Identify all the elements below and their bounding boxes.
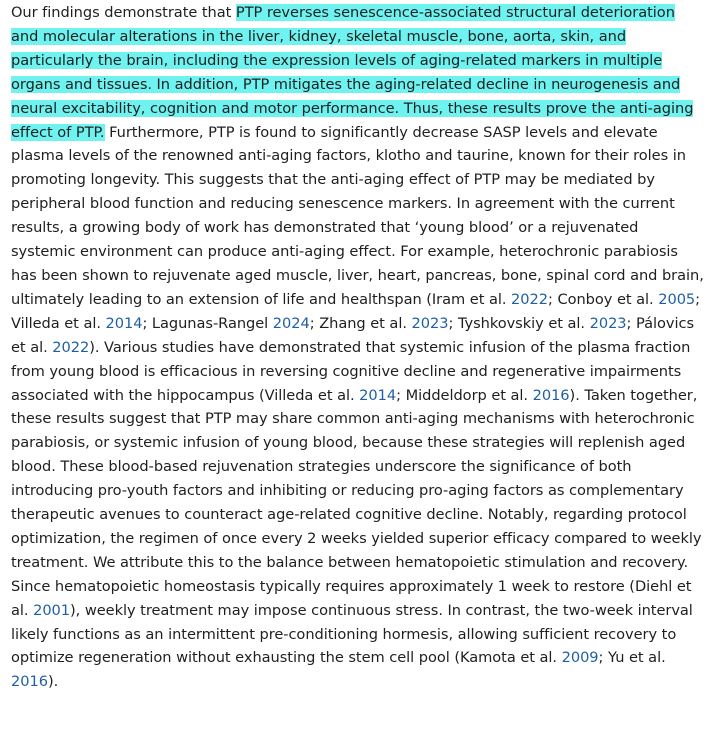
paragraph-text: ). [47,673,59,691]
paragraph-text: ), weekly treatment may impose continuous stress. In contrast, the two-week interval likely functions as an intermittent pre-conditioning hormesis, allowing sufficient recovery to optimize regeneration without exhausting the stem cell pool (Kamota et al. [11,601,693,667]
citation-link-tyshkovskiy-2023[interactable]: 2023 [589,314,627,332]
highlighted-text[interactable]: PTP reverses senescence-associated structural deterioration and molecular alterations in the liver, kidney, skeletal muscle, bone, aorta, skin, and particularly the brain, including the expression levels of aging-related markers in multiple organs and tissues. In addition, PTP mitigates the aging-related decline in neurogenesis and neural excitability, cognition and motor performance. Thus, these results prove the anti-aging effect of PTP. [11,4,694,141]
citation-link-yu-2016[interactable]: 2016 [11,673,48,691]
paragraph-text: Furthermore, PTP is found to significantly decrease SASP levels and elevate plasma levels of the renowned anti-aging factors, klotho and taurine, known for their roles in promoting longevity. This suggests that the anti-aging effect of PTP may be mediated by peripheral blood function and reducing senescence markers. In agreement with the current results, a growing body of work has demonstrated that ‘young blood’ or a rejuvenated systemic environment can produce anti-aging effect. For example, heterochronic parabiosis has been shown to rejuvenate aged muscle, liver, heart, pancreas, bone, spinal cord and brain, ultimately leading to an extension of life and healthspan (Iram et al. [11,123,704,308]
paragraph-text: ; Lagunas-Rangel [142,314,273,332]
paragraph-text: ; Zhang et al. [309,314,412,332]
citation-link-diehl-2001[interactable]: 2001 [33,601,71,619]
paragraph-text: Our findings demonstrate that [11,4,236,21]
paragraph-text: ). Taken together, these results suggest that PTP may share common anti-aging mechanisms with heterochronic parabiosis, or systemic infusion of young blood, because these strategies will replenish aged blood. These blood-based rejuvenation strategies underscore the significance of both introducing pro-youth factors and inhibiting or reducing pro-aging factors as complementary therapeutic avenues to counteract age-related cognitive decline. Notably, regarding protocol optimization, the regimen of once every 2 weeks yielded superior efficacy compared to weekly treatment. We attribute this to the balance between hematopoietic stimulation and recovery. Since hematopoietic homeostasis typically requires approximately 1 week to restore (Diehl et al. [11,386,702,619]
paragraph-text: ). Various studies have demonstrated that systemic infusion of the plasma fraction from young blood is efficacious in reversing cognitive decline and regenerative impairments associated with the hippocampus (Villeda et al. [11,338,691,404]
citation-link-iram-2022[interactable]: 2022 [511,290,548,308]
citation-link-kamota-2009[interactable]: 2009 [561,649,599,667]
article-paragraph [11,1,705,694]
paragraph-text: ; Yu et al. [598,649,666,667]
citation-link-palovics-2022[interactable]: 2022 [52,338,90,356]
paragraph-text: ; Villeda et al. [11,290,701,332]
citation-link-villeda-2014-b[interactable]: 2014 [359,386,397,404]
paragraph-text: ; Conboy et al. [548,290,659,308]
citation-link-zhang-2023[interactable]: 2023 [411,314,449,332]
paragraph-text: ; Tyshkovskiy et al. [448,314,590,332]
paragraph-text: ; Middeldorp et al. [396,386,533,404]
citation-link-conboy-2005[interactable]: 2005 [658,290,696,308]
paragraph-text: ; Pálovics et al. [11,314,694,356]
citation-link-villeda-2014[interactable]: 2014 [105,314,143,332]
citation-link-lagunas-rangel-2024[interactable]: 2024 [272,314,310,332]
citation-link-middeldorp-2016[interactable]: 2016 [532,386,570,404]
